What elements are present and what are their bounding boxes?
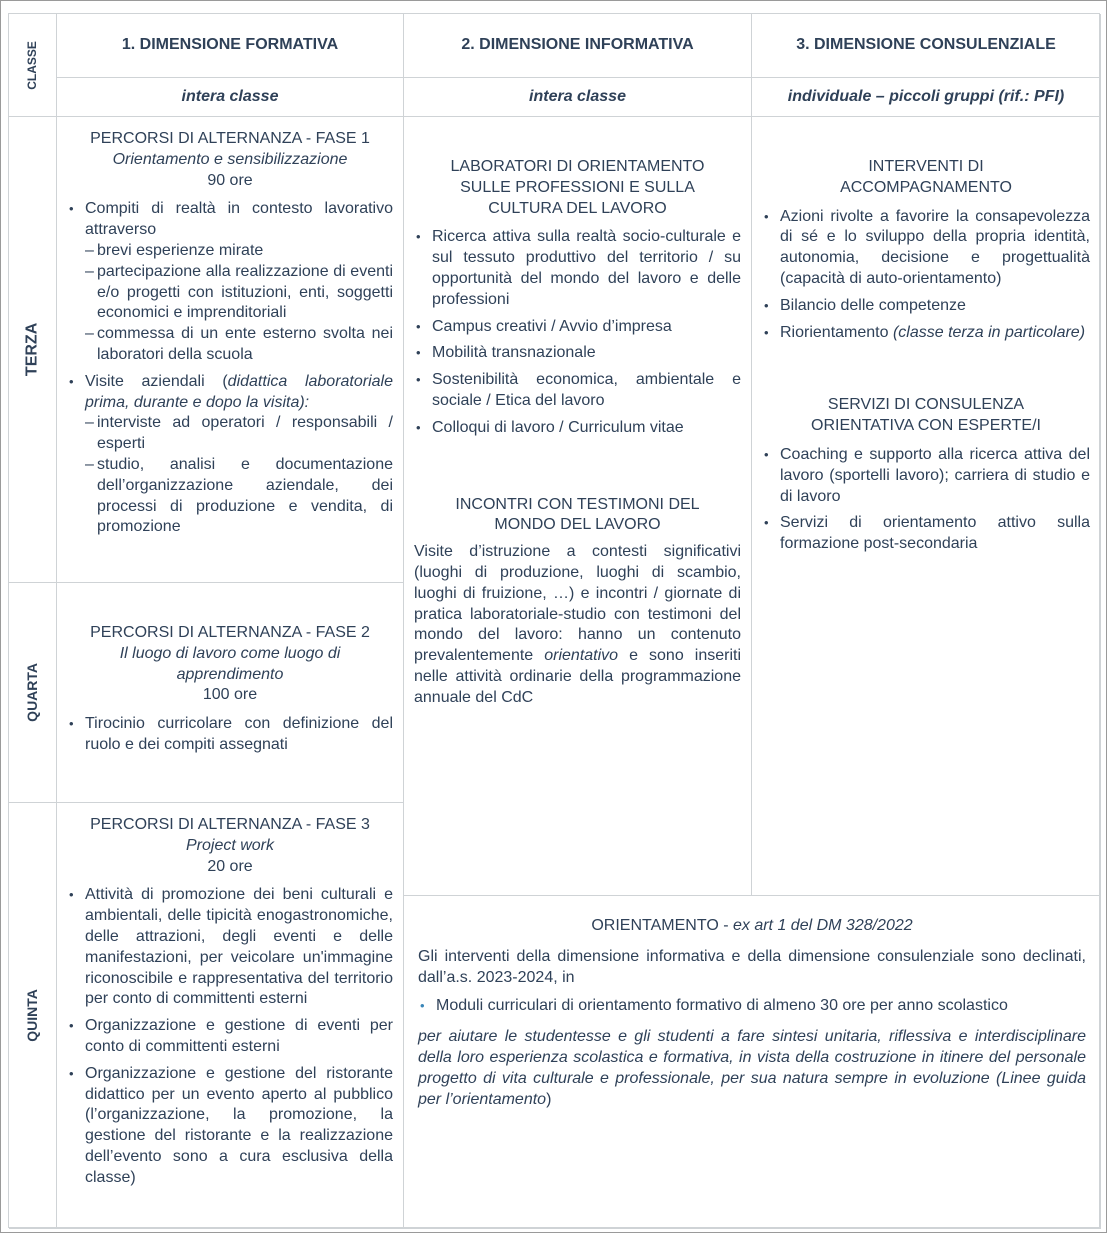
orientamento-title bbox=[418, 916, 1086, 937]
list-item: – studio, analisi e documentazione dell’organizzazione aziendale, dei processi di produzione e vendita, di promozione bbox=[97, 455, 393, 538]
text: ORIENTAMENTO - bbox=[591, 917, 733, 934]
list-item: – interviste ad operatori / responsabili / esperti bbox=[97, 413, 393, 455]
accompagnamento-title: INTERVENTI DI ACCOMPAGNAMENTO bbox=[840, 158, 1012, 196]
list-item: • Moduli curriculari di orientamento formativo di almeno 30 ore per anno scolastico bbox=[436, 996, 1086, 1017]
header-informativa: 2. DIMENSIONE INFORMATIVA bbox=[404, 14, 752, 78]
fase2-hours: 100 ore bbox=[202, 686, 258, 704]
list-item: • Colloqui di lavoro / Curriculum vitae bbox=[432, 418, 741, 439]
servizi-title: SERVIZI DI CONSULENZA ORIENTATIVA CON ESPERTE/I bbox=[811, 396, 1041, 435]
quinta-label: QUINTA bbox=[24, 989, 41, 1042]
list-item: • Tirocinio curricolare con definizione del ruolo e dei compiti assegnati bbox=[85, 714, 393, 756]
list-item bbox=[85, 199, 393, 365]
list-item: • Bilancio delle competenze bbox=[780, 296, 1090, 317]
text: Visite d’istruzione a contesti significativi (luoghi di produzione, luoghi di scambio, luoghi di fruizione, …) e incontri / giornate di pratica laboratoriale-studio con testimoni del mondo del lavoro: hanno un contenuto prevalentemente bbox=[414, 543, 741, 665]
text: ) bbox=[546, 1090, 552, 1108]
list-item: • Mobilità transnazionale bbox=[432, 343, 741, 364]
list-item: • Organizzazione e gestione di eventi per conto di committenti esterni bbox=[85, 1016, 393, 1058]
item-text: Visite aziendali ( bbox=[85, 372, 228, 390]
header-formativa: 1. DIMENSIONE FORMATIVA bbox=[57, 14, 404, 78]
orientamento-cell bbox=[404, 896, 1101, 1229]
fase3-hours: 20 ore bbox=[207, 857, 253, 875]
list-item: • Servizi di orientamento attivo sulla formazione post-secondaria bbox=[780, 513, 1090, 555]
fase3-subtitle: Project work bbox=[185, 836, 275, 854]
header-classe bbox=[9, 14, 57, 117]
fase1-hours: 90 ore bbox=[207, 171, 253, 189]
list-item: – commessa di un ente esterno svolta nei laboratori della scuola bbox=[97, 324, 393, 366]
list-item: • Organizzazione e gestione del ristorante didattico per un evento aperto al pubblico (l’organizzazione, la promozione, la gestione del ristorante e la realizzazione dell’evento sono a cura esclusiva della classe) bbox=[85, 1064, 393, 1189]
sub-consulenziale: individuale – piccoli gruppi (rif.: PFI) bbox=[752, 78, 1101, 117]
list-item: • Attività di promozione dei beni culturali e ambientali, delle tipicità enogastronomiche, delle attrazioni, degli eventi e delle manifestazioni, per veicolare un'immagine riconoscibile e rappresentativa del territorio per conto di committenti esterni bbox=[85, 885, 393, 1010]
text: e sono inseriti nelle attività ordinarie della programmazione annuale del CdC bbox=[414, 647, 741, 706]
incontri-title: INCONTRI CON TESTIMONI DEL MONDO DEL LAVORO bbox=[455, 495, 700, 534]
item-text: Compiti di realtà in contesto lavorativo attraverso bbox=[85, 200, 393, 239]
text: Linee guida per l’orientamento bbox=[418, 1069, 1086, 1108]
incontri-text bbox=[414, 542, 741, 708]
list-item: • Coaching e supporto alla ricerca attiva del lavoro (sportelli lavoro); carriera di studio e di lavoro bbox=[780, 445, 1090, 507]
fase3-cell bbox=[57, 803, 404, 1229]
list-item bbox=[780, 323, 1090, 344]
text-italic: (classe terza in particolare) bbox=[892, 323, 1086, 341]
list-item: • Sostenibilità economica, ambientale e sociale / Etica del lavoro bbox=[432, 370, 741, 412]
list-item: • Campus creativi / Avvio d’impresa bbox=[432, 317, 741, 338]
row-terza bbox=[9, 117, 57, 583]
consulenziale-cell bbox=[752, 117, 1101, 896]
row-quinta bbox=[9, 803, 57, 1229]
text-italic: ex art 1 del DM 328/2022 bbox=[732, 917, 913, 934]
terza-label: TERZA bbox=[23, 322, 41, 377]
orientamento-intro: Gli interventi della dimensione informativa e della dimensione consulenziale sono declinati, dall’a.s. 2023-2024, in bbox=[418, 947, 1086, 986]
text: Riorientamento bbox=[780, 323, 893, 341]
classe-label: CLASSE bbox=[25, 40, 40, 90]
quarta-label: QUARTA bbox=[24, 663, 41, 722]
fase1-subtitle: Orientamento e sensibilizzazione bbox=[112, 150, 348, 168]
sub-formativa: intera classe bbox=[57, 78, 404, 117]
orientation-table bbox=[8, 13, 1100, 1228]
orientamento-closing bbox=[418, 1027, 1086, 1110]
list-item: • Ricerca attiva sulla realtà socio-culturale e sul tessuto produttivo del territorio / su opportunità del mondo del lavoro e delle professioni bbox=[432, 227, 741, 310]
sub-informativa: intera classe bbox=[404, 78, 752, 117]
list-item: • Azioni rivolte a favorire la consapevolezza di sé e lo sviluppo della propria identità, autonomia, decisione e progettualità (capacità di auto-orientamento) bbox=[780, 207, 1090, 290]
informativa-cell bbox=[404, 117, 752, 896]
item-text-italic: didattica laboratoriale prima, durante e dopo la visita): bbox=[85, 372, 393, 411]
fase2-title: PERCORSI DI ALTERNANZA - FASE 2 bbox=[90, 624, 370, 641]
fase2-cell bbox=[57, 583, 404, 803]
text: per aiutare le studentesse e gli studenti a fare sintesi unitaria, riflessiva e interdisciplinare della loro esperienza scolastica e formativa, in vista della costruzione in itinere del personale progetto di vita culturale e professionale, per sua natura sempre in evoluzione ( bbox=[418, 1028, 1086, 1087]
text-italic: orientativo bbox=[544, 647, 619, 665]
fase1-title: PERCORSI DI ALTERNANZA - FASE 1 bbox=[90, 130, 370, 147]
list-item bbox=[85, 372, 393, 538]
fase3-title: PERCORSI DI ALTERNANZA - FASE 3 bbox=[90, 816, 370, 833]
list-item: – partecipazione alla realizzazione di eventi e/o progetti con istituzioni, enti, soggetti economici e imprenditoriali bbox=[97, 262, 393, 324]
lab-title: LABORATORI DI ORIENTAMENTO SULLE PROFESSIONI E SULLA CULTURA DEL LAVORO bbox=[450, 158, 705, 217]
list-item: – brevi esperienze mirate bbox=[97, 241, 393, 262]
row-quarta bbox=[9, 583, 57, 803]
fase1-cell bbox=[57, 117, 404, 583]
header-consulenziale: 3. DIMENSIONE CONSULENZIALE bbox=[752, 14, 1101, 78]
fase2-subtitle: Il luogo di lavoro come luogo di apprendimento bbox=[119, 644, 341, 683]
